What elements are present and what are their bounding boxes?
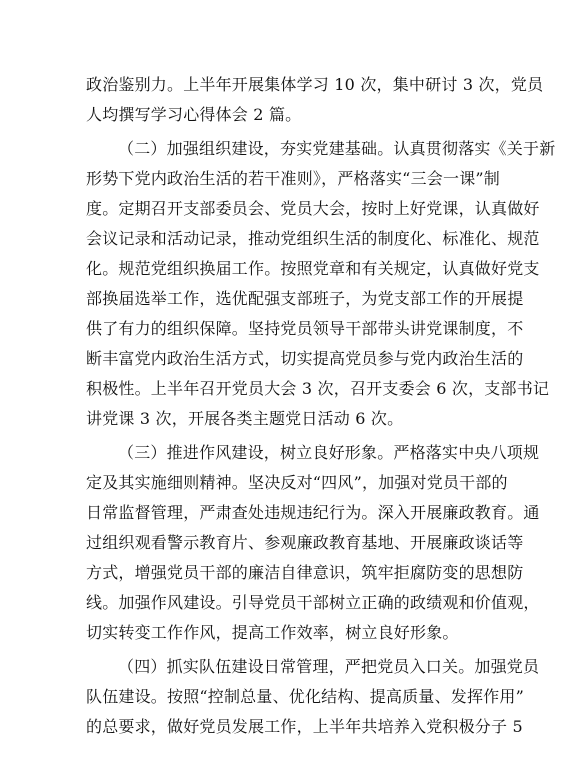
- text-line: 人均撰写学习心得体会 2 篇。: [86, 105, 302, 124]
- text-line: 队伍建设。按照“控制总量、优化结构、提高质量、发挥作用”: [86, 687, 524, 706]
- text-line: 形势下党内政治生活的若干准则》，严格落实“三会一课”制: [86, 169, 500, 188]
- text-line: （二）加强组织建设，夯实党建基础。认真贯彻落实《关于新: [118, 139, 556, 158]
- text-line: 积极性。上半年召开党员大会 3 次，召开支委会 6 次，支部书记: [86, 379, 550, 398]
- document-body: [86, 70, 556, 742]
- text-line: 方式，增强党员干部的廉洁自律意识，筑牢拒腐防变的思想防: [86, 563, 524, 582]
- text-line: （三）推进作风建设，树立良好形象。严格落实中央八项规: [118, 443, 540, 462]
- text-line: 日常监督管理，严肃查处违规违纪行为。深入开展廉政教育。通: [86, 503, 540, 522]
- text-line: （四）抓实队伍建设日常管理，严把党员入口关。加强党员: [118, 657, 540, 676]
- text-line: 切实转变工作作风，提高工作效率，树立良好形象。: [86, 623, 459, 642]
- paragraph: [86, 438, 540, 648]
- text-line: 的总要求，做好党员发展工作，上半年共培养入党积极分子 5: [86, 717, 523, 736]
- paragraph: [86, 134, 556, 434]
- text-line: 供了有力的组织保障。坚持党员领导干部带头讲党课制度，不: [86, 319, 524, 338]
- text-line: 讲党课 3 次，开展各类主题党日活动 6 次。: [86, 409, 404, 428]
- text-line: 定及其实施细则精神。坚决反对“四风”，加强对党员干部的: [86, 473, 508, 492]
- text-line: 会议记录和活动记录，推动党组织生活的制度化、标准化、规范: [86, 229, 540, 248]
- text-line: 部换届选举工作，选优配强支部班子，为党支部工作的开展提: [86, 289, 524, 308]
- text-line: 断丰富党内政治生活方式，切实提高党员参与党内政治生活的: [86, 349, 524, 368]
- paragraph: [86, 652, 540, 742]
- text-line: 度。定期召开支部委员会、党员大会，按时上好党课，认真做好: [86, 199, 540, 218]
- text-line: 过组织观看警示教育片、参观廉政教育基地、开展廉政谈话等: [86, 533, 524, 552]
- text-line: 化。规范党组织换届工作。按照党章和有关规定，认真做好党支: [86, 259, 540, 278]
- paragraph: [86, 70, 544, 130]
- text-line: 线。加强作风建设。引导党员干部树立正确的政绩观和价值观，: [86, 593, 540, 612]
- text-line: 政治鉴别力。上半年开展集体学习 10 次，集中研讨 3 次，党员: [86, 75, 544, 94]
